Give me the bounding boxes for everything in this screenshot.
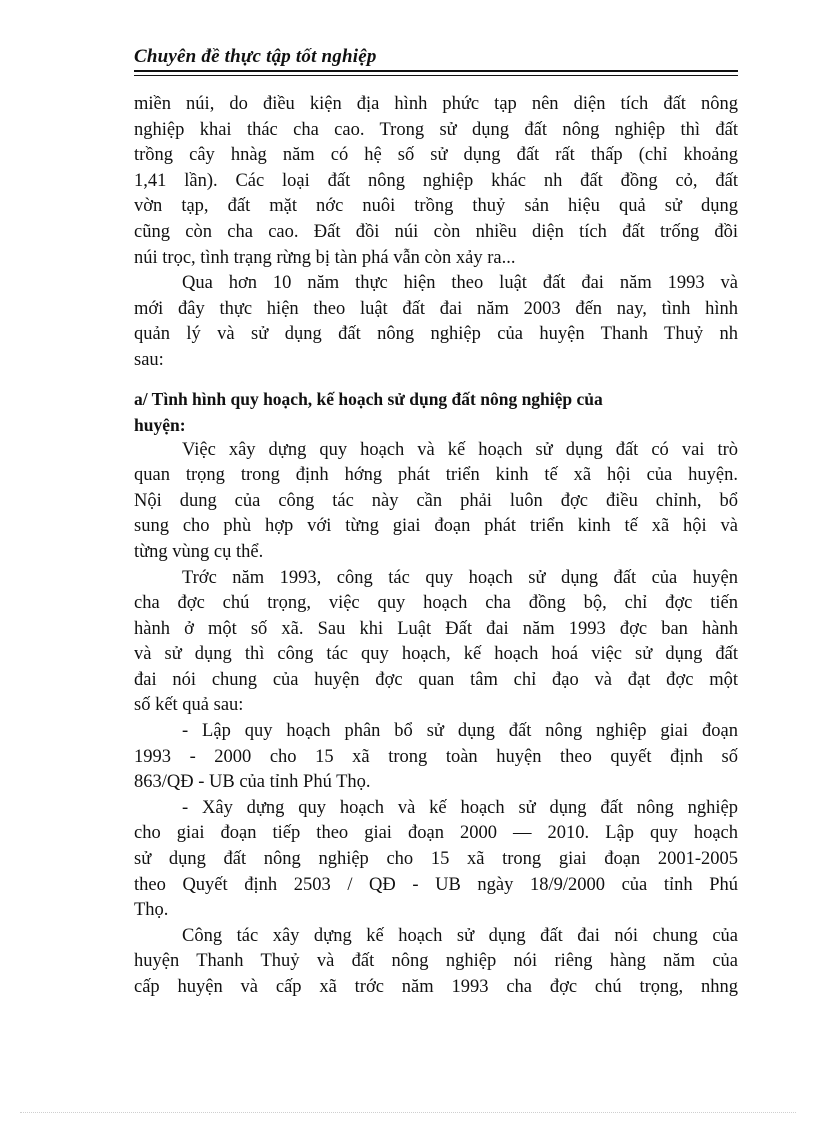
text-line: nghiệp khai thác cha cao. Trong sử dụng đất nông nghiệp thì đất <box>134 119 738 140</box>
text-line: đai nói chung của huyện đợc quan tâm chỉ đạo và đạt đợc một <box>134 669 738 690</box>
paragraph <box>134 438 738 566</box>
paragraph <box>134 719 738 796</box>
text-line: quan trọng trong định hớng phát triển kinh tế xã hội của huyện. <box>134 465 738 486</box>
paragraph <box>134 271 738 373</box>
footer-dotted-rule <box>20 1112 796 1113</box>
text-line: sử dụng đất nông nghiệp cho 15 xã trong giai đoạn 2001-2005 <box>134 849 738 870</box>
header-title: Chuyên đề thực tập tốt nghiệp <box>134 46 377 67</box>
text-line: cha đợc chú trọng, việc quy hoạch cha đồng bộ, chỉ đợc tiến <box>134 593 738 614</box>
text-line: quản lý và sử dụng đất nông nghiệp của huyện Thanh Thuỷ nh <box>134 324 738 345</box>
text-line: sung cho phù hợp với từng giai đoạn phát triển kinh tế xã hội và <box>134 516 738 537</box>
text-line: theo Quyết định 2503 / QĐ - UB ngày 18/9/2000 của tỉnh Phú <box>134 874 738 895</box>
section-heading-line: a/ Tình hình quy hoạch, kế hoạch sử dụng đất nông nghiệp của <box>134 388 603 409</box>
text-line: Qua hơn 10 năm thực hiện theo luật đất đai năm 1993 và <box>182 273 738 294</box>
text-line: 863/QĐ - UB của tỉnh Phú Thọ. <box>134 772 371 793</box>
text-line: Công tác xây dựng kế hoạch sử dụng đất đai nói chung của <box>182 925 738 946</box>
text-line: Nội dung của công tác này cần phải luôn đợc điều chỉnh, bổ <box>134 490 738 511</box>
text-line: sau: <box>134 349 164 370</box>
header-rule-thick <box>134 70 738 72</box>
text-line: cấp huyện và cấp xã trớc năm 1993 cha đợc chú trọng, nhng <box>134 977 738 997</box>
text-line: Thọ. <box>134 900 169 921</box>
text-line: miền núi, do điều kiện địa hình phức tạp nên diện tích đất nông <box>134 94 738 114</box>
text-line: 1,41 lần). Các loại đất nông nghiệp khác nh đất đồng cỏ, đất <box>134 170 738 191</box>
text-line: số kết quả sau: <box>134 695 244 716</box>
paragraph <box>134 566 738 720</box>
text-line: vờn tạp, đất mặt nớc nuôi trồng thuỷ sản hiệu quả sử dụng <box>134 196 738 217</box>
text-line: 1993 - 2000 cho 15 xã trong toàn huyện theo quyết định số <box>134 746 738 767</box>
text-line: huyện Thanh Thuỷ và đất nông nghiệp nói riêng hàng năm của <box>134 951 738 972</box>
paragraph <box>134 924 738 1001</box>
text-line: - Lập quy hoạch phân bổ sử dụng đất nông nghiệp giai đoạn <box>182 721 738 742</box>
text-line: hành ở một số xã. Sau khi Luật Đất đai năm 1993 đợc ban hành <box>134 618 738 639</box>
document-body <box>134 92 738 1001</box>
header-rule-thin <box>134 75 738 76</box>
text-line: cũng còn cha cao. Đất đồi núi còn nhiều diện tích đất trống đồi <box>134 221 738 242</box>
text-line: núi trọc, tình trạng rừng bị tàn phá vẫn còn xảy ra... <box>134 247 516 268</box>
text-line: trồng cây hnàg năm có hệ số sử dụng đất rất thấp (chỉ khoảng <box>134 145 738 166</box>
text-line: Việc xây dựng quy hoạch và kế hoạch sử dụng đất có vai trò <box>182 439 738 460</box>
text-line: Trớc năm 1993, công tác quy hoạch sử dụng đất của huyện <box>182 567 738 588</box>
paragraph <box>134 796 738 924</box>
paragraph <box>134 92 738 271</box>
text-line: - Xây dựng quy hoạch và kế hoạch sử dụng đất nông nghiệp <box>182 797 738 818</box>
text-line: và sử dụng thì công tác quy hoạch, kế hoạch hoá việc sử dụng đất <box>134 644 738 665</box>
text-line: từng vùng cụ thể. <box>134 541 264 562</box>
text-line: cho giai đoạn tiếp theo giai đoạn 2000 — 2010. Lập quy hoạch <box>134 823 738 844</box>
text-line: mới đây thực hiện theo luật đất đai năm 2003 đến nay, tình hình <box>134 298 738 319</box>
section-heading-line: huyện: <box>134 414 186 435</box>
